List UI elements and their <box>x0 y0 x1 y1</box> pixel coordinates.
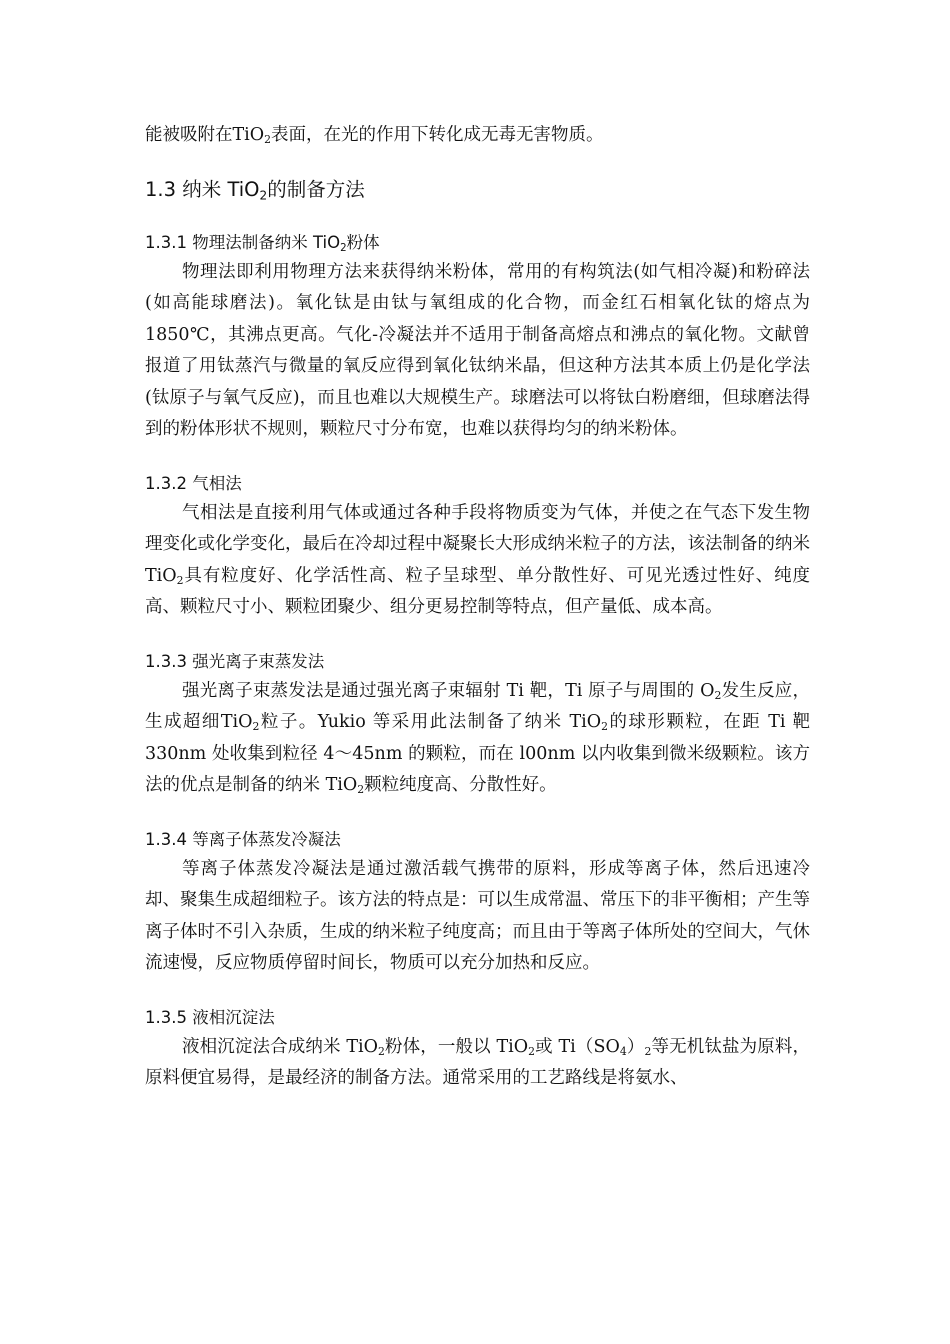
chem-formula: TiO$_2$ <box>227 177 268 202</box>
chem-formula: TiO$_2$ <box>220 712 260 734</box>
chem-formula: TiO$_2$ <box>325 775 365 797</box>
chem-formula: $O_2$ <box>700 680 722 702</box>
subsection-heading-1-3-4: 1.3.4 等离子体蒸发冷凝法 <box>145 829 341 849</box>
document-page <box>145 120 810 1095</box>
chem-formula: TiO$_2$ <box>145 565 184 587</box>
intro-paragraph: 能被吸附在TiO$_2$表面，在光的作用下转化成无毒无害物质。 <box>145 125 604 147</box>
paragraph-1-3-1: 物理法即利用物理方法来获得纳米粉体，常用的有构筑法(如气相冷凝)和粉碎法(如高能球磨法)。氧化钛是由钛与氧组成的化合物，而金红石相氧化钛的熔点为1850℃，其沸点更高。气化-冷凝法并不适用于制备高熔点和沸点的氧化物。文献曾报道了用钛蒸汽与微量的氧反应得到氧化钛纳米晶，但这种方法其本质上仍是化学法(钛原子与氧气反应)，而且也难以大规模生产。球磨法可以将钛白粉磨细，但球磨法得到的粉体形状不规则，颗粒尺寸分布宽，也难以获得均匀的纳米粉体。 <box>145 261 810 439</box>
paragraph-1-3-4: 等离子体蒸发冷凝法是通过激活载气携带的原料，形成等离子体，然后迅速冷却、聚集生成超细粒子。该方法的特点是：可以生成常温、常压下的非平衡相；产生等离子体时不引入杂质，生成的纳米粒子纯度高；而且由于等离子体所处的空间大，气休流速慢，反应物质停留时间长，物质可以充分加热和反应。 <box>145 858 810 973</box>
chem-formula: TiO$_2$ <box>496 1036 535 1058</box>
subsection-heading-1-3-3: 1.3.3 强光离子束蒸发法 <box>145 651 325 671</box>
paragraph-1-3-2: 气相法是直接利用气体或通过各种手段将物质变为气体，并使之在气态下发生物理变化或化学变化，最后在冷却过程中凝聚长大形成纳米粒子的方法，该法制备的纳米 TiO$_2$具有粒度好、化学活性高、粒子呈球型、单分散性好、可见光透过性好、纯度高、颗粒尺寸小、颗粒团聚少、组分更易控制等特点，但产量低、成本高。 <box>145 502 810 617</box>
subsection-heading-1-3-1: 1.3.1 物理法制备纳米 TiO$_2$粉体 <box>145 232 380 254</box>
paragraph-1-3-5: 液相沉淀法合成纳米 TiO$_2$粉体，一般以 TiO$_2$或 $Ti(SO_4)_2$等无机钛盐为原料，原料便宜易得，是最经济的制备方法。通常采用的工艺路线是将氨水、 <box>145 1036 811 1088</box>
chem-formula: TiO$_2$ <box>346 1036 385 1058</box>
subsection-heading-1-3-2: 1.3.2 气相法 <box>145 473 242 493</box>
section-heading: 1.3 纳米 TiO$_2$的制备方法 <box>145 177 365 202</box>
chem-formula: TiO$_2$ <box>569 712 608 734</box>
paragraph-1-3-3: 强光离子束蒸发法是通过强光离子束辐射 Ti 靶，Ti 原子与周围的 $O_2$发生反应，生成超细TiO$_2$粒子。Yukio 等采用此法制备了纳米 TiO$_2$的球形颗粒，在距 Ti 靶 330nm 处收集到粒径 4～45nm 的颗粒，而在 l00nm 以内收集到微米级颗粒。该方法的优点是制备的纳米 TiO$_2$颗粒纯度高、分散性好。 <box>145 680 810 797</box>
chem-formula: TiO$_2$ <box>312 232 347 254</box>
chem-formula: TiO$_2$ <box>232 125 272 147</box>
subsection-heading-1-3-5: 1.3.5 液相沉淀法 <box>145 1007 275 1027</box>
